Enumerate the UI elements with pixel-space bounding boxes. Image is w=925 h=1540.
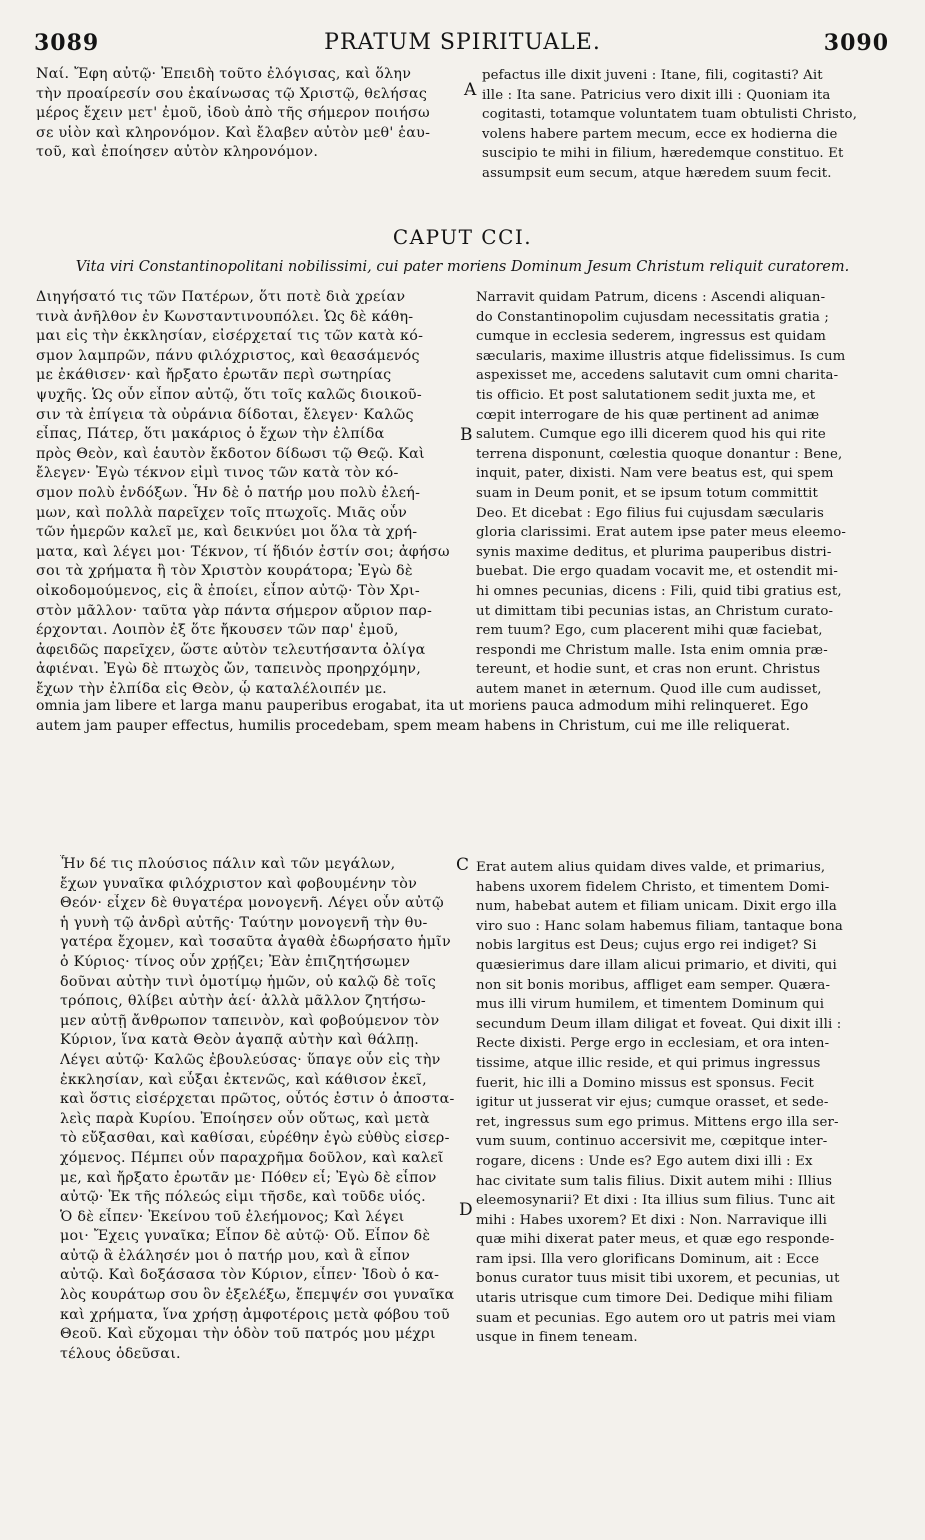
section2-greek-line: αὐτῷ· Ἐκ τῆς πόλεώς εἰμι τῆσδε, καὶ τοῦδε υἱός. (60, 1189, 426, 1206)
section2-latin-line: igitur ut jusserat vir ejus; cumque orasset, et sede- (476, 1095, 829, 1111)
section2-greek-column (60, 855, 462, 1364)
section1-greek-line: ἀφειδῶς παρεῖχεν, ὥστε αὐτὸν τελευτήσαντα ὀλίγα (36, 641, 426, 658)
section1-greek-line: σοι τὰ χρήματα ἢ τὸν Χριστὸν κουράτορα; Ἐγὼ δὲ (36, 563, 413, 580)
section1-greek-line: ἔλεγεν· Ἐγὼ τέκνον εἰμὶ τινος τῶν κατὰ τὸν κό- (36, 465, 399, 482)
section1-greek-line: έρχονται. Λοιπὸν ἐξ ὅτε ἤκουσεν τῶν παρ' ἐμοῦ, (36, 622, 399, 639)
margin-marker-d: D (459, 1200, 473, 1220)
top-latin-line: pefactus ille dixit juveni : Itane, fili, cogitasti? Ait (482, 68, 823, 83)
top-latin-line: assumpsit eum secum, atque hæredem suum fecit. (482, 165, 832, 181)
section2-latin-line: bonus curator tuus misit tibi uxorem, et pecunias, ut (476, 1271, 840, 1287)
section1-greek-line: με ἐκάθισεν· καὶ ἤρξατο ἐρωτᾶν περὶ σωτηρίας (36, 367, 392, 384)
section1-greek-line: σιν τὰ ἐπίγεια τὰ οὐράνια δίδοται, ἔλεγεν· Καλῶς (36, 406, 414, 423)
section2-greek-line: Θεόν· εἶχεν δὲ θυγατέρα μονογενῆ. Λέγει οὖν αὐτῷ (60, 895, 444, 912)
section1-greek-line: μων, καὶ πολλὰ παρεῖχεν τοῖς πτωχοῖς. Μιᾶς οὖν (36, 504, 408, 521)
section1-greek-line: εἶπας, Πάτερ, ὅτι μακάριος ὁ ἔχων τὴν ἐλπίδα (36, 426, 385, 443)
section2-greek-line: καὶ χρήματα, ἵνα χρήσῃ ἀμφοτέροις μετὰ φόβου τοῦ (60, 1306, 450, 1323)
section2-greek-line: με, καὶ ἤρξατο ἐρωτᾶν με· Πόθεν εἶ; Ἐγὼ δὲ εἶπον (60, 1169, 437, 1186)
section2-greek-line: αὐτῷ ἃ ἐλάλησέν μοι ὁ πατήρ μου, καὶ ἃ εἶπον (60, 1247, 411, 1264)
page-header (0, 30, 925, 58)
section2-greek-line: Λέγει αὐτῷ· Καλῶς ἐβουλεύσας· ὕπαγε οὖν εἰς τὴν (60, 1051, 441, 1068)
section1-greek-line: πρὸς Θεὸν, καὶ ἑαυτὸν ἔκδοτον δίδωσι τῷ Θεῷ. Καὶ (36, 445, 425, 462)
section2-greek-line: ἐκκλησίαν, καὶ εὖξαι ἐκτενῶς, καὶ κάθισον ἐκεῖ, (60, 1071, 427, 1088)
section2-latin-line: quæ mihi dixerat pater meus, et quæ ego responde- (476, 1232, 835, 1248)
section1-latin-line: inquit, pater, dixisti. Nam vere beatus est, qui spem (476, 466, 834, 482)
section2-latin-line: ram ipsi. Illa vero glorificans Dominum, ait : Ecce (476, 1251, 820, 1267)
page-number-right: 3090 (823, 30, 889, 56)
top-greek-line: μέρος ἔχειν μετ' ἐμοῦ, ἰδοὺ ἀπὸ τῆς σήμερον ποιήσω (36, 105, 430, 122)
section2-latin-line: usque in finem teneam. (476, 1330, 638, 1346)
section1-latin-line: aspexisset me, accedens salutavit cum omni charita- (476, 368, 839, 384)
section1-latin-line: gloria clarissimi. Erat autem ipse pater meus eleemo- (476, 525, 847, 541)
section2-latin-line: num, habebat autem et filiam unicam. Dixit ergo illa (476, 899, 837, 915)
top-greek-line: Ναί. Ἔφη αὐτῷ· Ἐπειδὴ τοῦτο ἐλόγισας, καὶ ὅλην (36, 66, 412, 82)
section2-latin-line: suam et pecunias. Ego autem oro ut patris mei viam (476, 1310, 836, 1326)
running-title: PRATUM SPIRITUALE. (324, 30, 601, 55)
section2-greek-line: χόμενος. Πέμπει οὖν παραχρῆμα δοῦλον, καὶ καλεῖ (60, 1149, 444, 1166)
top-latin-column (482, 66, 887, 184)
chapter-subtitle: Vita viri Constantinopolitani nobilissimi, cui pater moriens Dominum Jesum Christum reliquit curatorem. (75, 259, 850, 275)
section1-greek-column (36, 288, 464, 699)
section2-greek-line: δοῦναι αὐτὴν τινὶ ὁμοτίμῳ ἡμῶν, οὐ καλῷ δὲ τοῖς (60, 973, 437, 990)
section2-greek-line: τέλους ὁδεῦσαι. (60, 1345, 181, 1362)
section1-greek-line: σμον λαμπρῶν, πάνυ φιλόχριστος, καὶ θεασάμενός (36, 347, 420, 364)
section1-latin-line: synis maxime deditus, et plurima pauperibus distri- (476, 544, 832, 560)
margin-marker-c: C (456, 855, 470, 875)
margin-marker-a: A (464, 80, 477, 100)
section1-greek-line: τινὰ ἀνῆλθον ἐν Κωνσταντινουπόλει. Ὡς δὲ κάθη- (36, 308, 414, 325)
section2-greek-line: ἡ γυνὴ τῷ ἀνδρὶ αὐτῆς· Ταύτην μονογενῆ τὴν θυ- (60, 914, 428, 931)
section1-latin-line: Deo. Et dicebat : Ego filius fui cujusdam sæcularis (476, 505, 824, 521)
section2-latin-line: hac civitate sum talis filius. Dixit autem mihi : Illius (476, 1173, 833, 1189)
section2-latin-line: Recte dixisti. Perge ergo in ecclesiam, et ora inten- (476, 1036, 830, 1052)
section2-latin-line: non sit bonis moribus, affliget eam semper. Quæra- (476, 977, 831, 993)
section1-latin-line: tereunt, et hodie sunt, et cras non erunt. Christus (476, 662, 821, 678)
section2-greek-line: Ὁ δὲ εἶπεν· Ἐκείνου τοῦ ἐλεήμονος; Καὶ λέγει (60, 1208, 405, 1225)
section2-greek-line: Θεοῦ. Καὶ εὔχομαι τὴν ὁδὸν τοῦ πατρός μου μέχρι (60, 1326, 436, 1343)
top-greek-column (36, 65, 464, 163)
section1-greek-line: ψυχῆς. Ὡς οὖν εἶπον αὐτῷ, ὅτι τοῖς καλῶς διοικοῦ- (36, 386, 422, 403)
section1-latin-line: cœpit interrogare de his quæ pertinent ad animæ (476, 407, 820, 423)
section1-greek-line: τῶν ἡμερῶν καλεῖ με, καὶ δεικνύει μοι ὅλα τὰ χρή- (36, 524, 418, 541)
section2-greek-line: τὸ εὔξασθαι, καὶ καθίσαι, εὑρέθην ἐγὼ εὐθὺς εἰσερ- (60, 1130, 450, 1147)
section1-latin-line: salutem. Cumque ego illi dicerem quod his qui rite (476, 427, 826, 443)
section2-latin-column (476, 858, 887, 1348)
section1-greek-line: ἔχων τὴν ἐλπίδα εἰς Θεὸν, ᾧ καταλέλοιπέν με. (36, 680, 387, 697)
section2-latin-line: mus illi virum humilem, et timentem Dominum qui (476, 997, 825, 1013)
chapter-title: CAPUT CCI. (392, 225, 533, 249)
section1-latin-line: sæcularis, maxime illustris atque fidelissimus. Is cum (476, 348, 846, 364)
section1-latin-line: suam in Deum ponit, et se ipsum totum committit (476, 485, 818, 501)
top-latin-line: ille : Ita sane. Patricius vero dixit illi : Quoniam ita (482, 87, 831, 103)
section1-latin-line: buebat. Die ergo quadam vocavit me, et ostendit mi- (476, 564, 838, 580)
section1-greek-line: στὸν μᾶλλον· ταῦτα γὰρ πάντα σήμερον αὔριον παρ- (36, 602, 433, 619)
section2-latin-line: fuerit, hic illi a Domino missus est sponsus. Fecit (476, 1075, 814, 1091)
section1-full-line: omnia jam libere et larga manu pauperibus erogabat, ita ut moriens pauca admodum mihi relinqueret. Ego (36, 698, 809, 714)
section1-latin-line: ut dimittam tibi pecunias istas, an Christum curato- (476, 603, 834, 619)
section1-greek-line: ματα, καὶ λέγει μοι· Τέκνον, τί ἥδιόν ἐστίν σοι; ἀφήσω (36, 543, 450, 560)
section2-greek-line: λεὶς παρὰ Κυρίου. Ἐποίησεν οὖν οὕτως, καὶ μετὰ (60, 1110, 430, 1127)
section1-greek-line: Διηγήσατό τις τῶν Πατέρων, ὅτι ποτὲ διὰ χρείαν (36, 289, 406, 305)
section2-greek-line: Κύριον, ἵνα κατὰ Θεὸν ἀγαπᾷ αὐτὴν καὶ θάλπῃ. (60, 1032, 420, 1049)
top-greek-line: τὴν προαίρεσίν σου ἐκαίνωσας τῷ Χριστῷ, θελήσας (36, 85, 428, 102)
section2-latin-line: Erat autem alius quidam dives valde, et primarius, (476, 860, 826, 875)
section1-latin-line: do Constantinopolim cujusdam necessitatis gratia ; (476, 309, 830, 325)
section2-greek-line: γατέρα ἔχομεν, καὶ τοσαῦτα ἀγαθὰ ἐδωρήσατο ἡμῖν (60, 934, 451, 951)
section1-latin-line: cumque in ecclesia sederem, ingressus est quidam (476, 329, 826, 345)
section2-latin-line: mihi : Habes uxorem? Et dixi : Non. Narravique illi (476, 1212, 828, 1228)
section2-greek-line: λὸς κουράτωρ σου ὃν ἐξελέξω, ἔπεμψέν σοι γυναῖκα (60, 1287, 455, 1304)
section1-full-line: autem jam pauper effectus, humilis procedebam, spem meam habens in Christum, cui me ille reliquerat. (36, 717, 791, 734)
section2-latin-line: rogare, dicens : Unde es? Ego autem dixi illi : Ex (476, 1153, 813, 1169)
section2-greek-line: μεν αὐτῇ ἄνθρωπον ταπεινὸν, καὶ φοβούμενον τὸν (60, 1012, 440, 1029)
section2-greek-line: αὐτῷ. Καὶ δοξάσασα τὸν Κύριον, εἶπεν· Ἰδοὺ ὁ κα- (60, 1267, 440, 1284)
section2-latin-line: secundum Deum illam diligat et foveat. Qui dixit illi : (476, 1016, 842, 1032)
section2-greek-line: καὶ ὅστις εἰσέρχεται πρῶτος, οὗτός ἐστιν ὁ ἀποστα- (60, 1091, 455, 1108)
section1-greek-line: μαι εἰς τὴν ἐκκλησίαν, εἰσέρχεταί τις τῶν κατὰ κό- (36, 328, 424, 345)
section1-latin-line: autem manet in æternum. Quod ille cum audisset, (476, 681, 822, 697)
section2-greek-line: ἔχων γυναῖκα φιλόχριστον καὶ φοβουμένην τὸν (60, 875, 418, 892)
margin-marker-b: B (460, 425, 473, 445)
section1-greek-line: ἀφιέναι. Ἐγὼ δὲ πτωχὸς ὤν, ταπεινὸς προηρχόμην, (36, 661, 422, 678)
section1-greek-line: οἰκοδομούμενος, εἰς ἃ ἐποίει, εἶπον αὐτῷ· Τὸν Χρι- (36, 582, 420, 599)
section1-latin-column (476, 288, 887, 699)
section2-greek-line: μοι· Ἔχεις γυναῖκα; Εἶπον δὲ αὐτῷ· Οὔ. Εἶπον δὲ (60, 1228, 431, 1245)
top-greek-line: τοῦ, καὶ ἐποίησεν αὐτὸν κληρονόμον. (36, 144, 319, 161)
section2-latin-line: quæsierimus dare illam alicui primario, et diviti, qui (476, 957, 837, 973)
section1-greek-line: σμον πολὺ ἐνδόξων. Ἦν δὲ ὁ πατήρ μου πολὺ ἐλεή- (36, 484, 421, 501)
section2-greek-line: ὁ Κύριος· τίνος οὖν χρῄζει; Ἐὰν ἐπιζητήσωμεν (60, 953, 411, 970)
page-number-left: 3089 (34, 30, 100, 56)
top-latin-line: volens habere partem mecum, ecce ex hodierna die (482, 126, 838, 142)
section1-latin-line: respondi me Christum malle. Ista enim omnia præ- (476, 642, 828, 658)
section2-greek-line: τρόποις, θλίβει αὐτὴν ἀεί· ἀλλὰ μᾶλλον ζητήσω- (60, 993, 426, 1010)
section2-latin-line: utaris utrisque cum timore Dei. Dedique mihi filiam (476, 1291, 833, 1307)
section1-latin-line: hi omnes pecunias, dicens : Fili, quid tibi gratius est, (476, 583, 842, 599)
section2-latin-line: eleemosynarii? Et dixi : Ita illius sum filius. Tunc ait (476, 1193, 835, 1209)
section1-latin-line: terrena disponunt, cœlestia quoque donantur : Bene, (476, 446, 843, 462)
section2-latin-line: habens uxorem fidelem Christo, et timentem Domi- (476, 879, 830, 895)
section2-latin-line: tissime, atque illic reside, et qui primus ingressus (476, 1055, 821, 1071)
section2-latin-line: viro suo : Hanc solam habemus filiam, tantaque bona (476, 918, 843, 934)
section2-latin-line: ret, ingressus sum ego primus. Mittens ergo illa ser- (476, 1114, 839, 1130)
section1-full-width-lines (36, 697, 891, 736)
section1-latin-line: tis officio. Et post salutationem sedit juxta me, et (476, 387, 816, 403)
section2-latin-line: nobis largitus est Deus; cujus ergo rei indiget? Si (476, 938, 817, 954)
top-greek-line: σε υἱὸν καὶ κληρονόμον. Καὶ ἔλαβεν αὐτὸν μεθ' ἑαυ- (36, 124, 431, 141)
top-latin-line: suscipio te mihi in filium, hæredemque constituo. Et (482, 146, 844, 162)
section1-latin-line: Narravit quidam Patrum, dicens : Ascendi aliquan- (476, 290, 826, 305)
section2-greek-line: Ἦν δέ τις πλούσιος πάλιν καὶ τῶν μεγάλων, (60, 856, 396, 872)
top-latin-line: cogitasti, totamque voluntatem tuam obtulisti Christo, (482, 107, 858, 123)
section2-latin-line: vum suum, continuo accersivit me, cœpitque inter- (476, 1134, 828, 1150)
section1-latin-line: rem tuum? Ego, cum placerent mihi quæ faciebat, (476, 623, 823, 639)
